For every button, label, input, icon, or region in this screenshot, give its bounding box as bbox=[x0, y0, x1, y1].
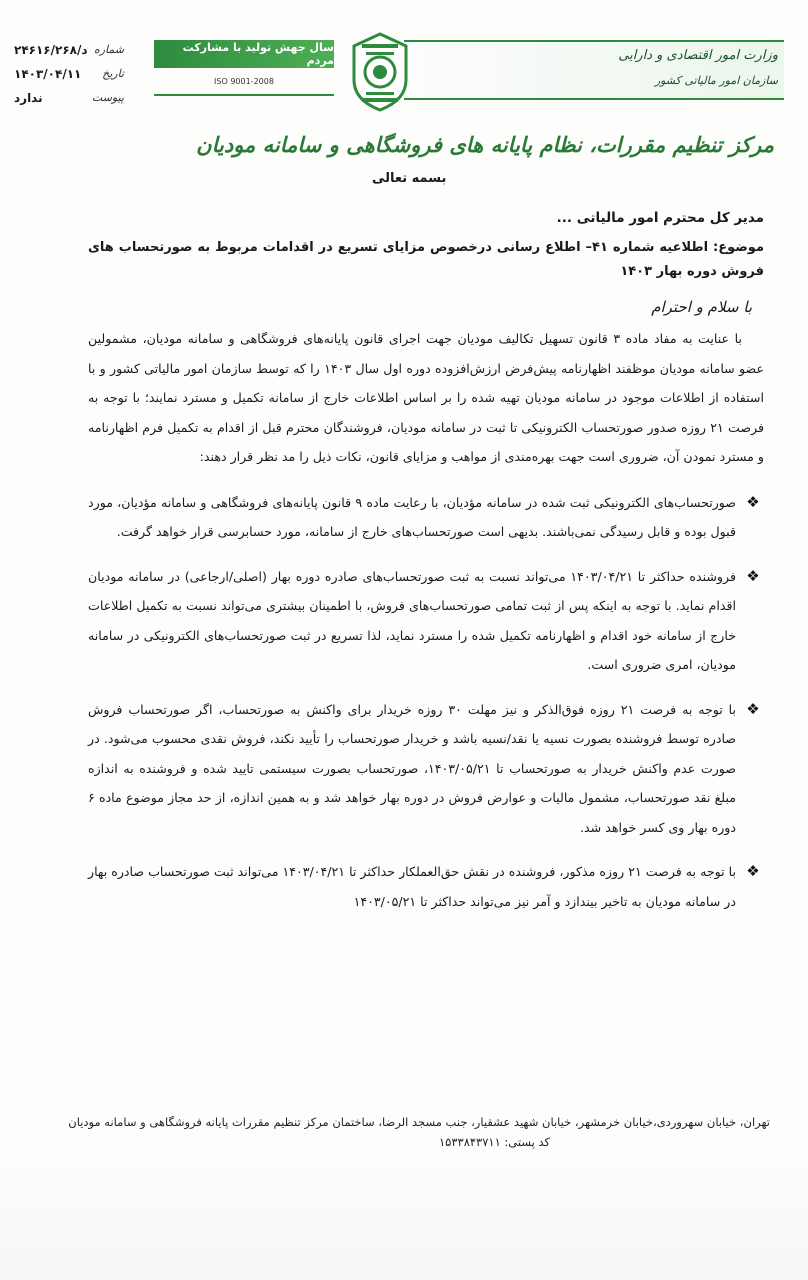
letter-attachment-row bbox=[14, 86, 124, 110]
ministry-name: وزارت امور اقتصادی و دارایی bbox=[618, 48, 778, 63]
ministry-block bbox=[404, 40, 784, 100]
bullet-text: با توجه به فرصت ۲۱ روزه فوق‌الذکر و نیز مهلت ۳۰ روزه خریدار برای واکنش به صورتحساب، اگر صورتحساب فروش صادره توسط فروشنده بصورت نسیه یا نقد/نسیه باشد و خریدار صورتحساب را تأیید نکند، فروش نقدی محسوب می‌شود. در صورت عدم واکنش خریدار به صورتحساب تا ۱۴۰۳/۰۵/۲۱، صورتحساب بصورت سیستمی تایید شده و فروشنده به اندازه مبلغ نقد صورتحساب، مشمول مالیات و عوارض فروش در دوره بهار خواهد شد و به همین اندازه، از حد مجاز موضوع ماده ۶ دوره بهار وی کسر خواهد شد. bbox=[88, 701, 737, 835]
letter-date-row bbox=[14, 62, 124, 86]
footer-postal-code: کد پستی: ۱۵۳۳۸۴۳۷۱۱ bbox=[439, 1135, 550, 1149]
basmala: بسمه تعالی bbox=[372, 171, 447, 186]
iso-label: ISO 9001-2008 bbox=[154, 68, 334, 96]
letterhead-banner bbox=[154, 40, 784, 98]
bullet-text: با توجه به فرصت ۲۱ روزه مذکور، فروشنده در نقش حق‌العملکار حداکثر تا ۱۴۰۳/۰۴/۲۱ می‌تواند ثبت صورتحساب صادره بهار در سامانه مودیان به تاخیر بیندازد و آمر نیز می‌تواند حداکثر تا ۱۴۰۳/۰۵/۲۱ bbox=[88, 864, 736, 909]
letter-number: د/۲۴۶۱۶/۲۶۸ bbox=[14, 43, 88, 57]
letter-footer bbox=[44, 1112, 770, 1152]
letter-date: ۱۴۰۳/۰۴/۱۱ bbox=[14, 67, 82, 81]
list-item bbox=[88, 562, 764, 680]
list-item bbox=[88, 857, 764, 916]
bullet-text: فروشنده حداکثر تا ۱۴۰۳/۰۴/۲۱ می‌تواند نسبت به ثبت صورتحساب‌های صادره دوره بهار (اصلی/ارجاعی) در سامانه مودیان اقدام نماید. با توجه به اینکه پس از ثبت تمامی صورتحساب‌های فروش، با اطمینان بیشتری می‌تواند نسبت به تکمیل اطلاعات خارج از سامانه خود اقدام و اظهارنامه تکمیل شده را مسترد نماید، لذا تسریع در ثبت صورتحساب‌های الکترونیکی در سامانه مودیان، امری ضروری است. bbox=[88, 568, 736, 672]
letter-body bbox=[88, 206, 764, 931]
organization-name: سازمان امور مالیاتی کشور bbox=[654, 74, 778, 87]
greeting: با سلام و احترام bbox=[651, 298, 752, 316]
tax-organization-emblem-icon bbox=[350, 30, 410, 114]
list-item bbox=[88, 488, 764, 547]
diamond-bullet-icon: ❖ bbox=[746, 699, 760, 718]
intro-paragraph: با عنایت به مفاد ماده ۳ قانون تسهیل تکالیف مودیان جهت اجرای قانون پایانه‌های فروشگاهی و سامانه مودیان، مشمولین عضو سامانه مودیان موظفند اظهارنامه پیش‌فرض ارزش‌افزوده دوره اول سال ۱۴۰۳ را که توسط سازمان امور مالیاتی کشور و با استفاده از اطلاعات موجود در سامانه مودیان تهیه شده را بر اساس اطلاعات خارج از سامانه تکمیل و مسترد نمایند؛ با توجه به فرصت ۲۱ روزه صدور صورتحساب الکترونیکی تا ثبت در سامانه مودیان، فروشندگان محترم قبل از اقدام به تکمیل فرم اظهارنامه و مسترد نمودن آن، ضروری است جهت بهره‌مندی از مواهب و مزایای قانون، نکات ذیل را مد نظر قرار دهند: bbox=[88, 331, 764, 464]
letter-number-label: شماره bbox=[93, 43, 124, 56]
addressee: مدیر کل محترم امور مالیاتی ... bbox=[556, 210, 764, 226]
center-title: مرکز تنظیم مقررات، نظام پایانه های فروشگاهی و سامانه مودیان bbox=[196, 132, 774, 157]
letter-attachment-label: پیوست bbox=[91, 91, 124, 104]
letter-meta bbox=[14, 38, 124, 110]
diamond-bullet-icon: ❖ bbox=[746, 862, 760, 880]
slogan-bar: سال جهش تولید با مشارکت مردم bbox=[154, 40, 334, 68]
letter-header bbox=[0, 0, 808, 210]
bullet-list bbox=[88, 488, 764, 917]
list-item bbox=[88, 695, 764, 843]
footer-address: تهران، خیابان سهروردی،خیابان خرمشهر، خیابان شهید عشقیار، جنب مسجد الرضا، ساختمان مرکز تنظیم مقررات پایانه فروشگاهی و سامانه مودیان bbox=[68, 1115, 770, 1129]
bullet-text: صورتحساب‌های الکترونیکی ثبت شده در سامانه مؤدیان، با رعایت ماده ۹ قانون پایانه‌های فروشگاهی و سامانه مؤدیان، مورد قبول بوده و قابل رسیدگی نمی‌باشند. بدیهی است صورتحساب‌های خارج از سامانه، مورد حسابرسی قرار خواهد گرفت. bbox=[88, 494, 736, 539]
letter-attachment: ندارد bbox=[14, 91, 43, 105]
letter-number-row bbox=[14, 38, 124, 62]
subject-line: موضوع: اطلاعیه شماره ۴۱– اطلاع رسانی درخصوص مزایای تسریع در اقدامات مربوط به صورتحساب های فروش دوره بهار ۱۴۰۳ bbox=[88, 240, 764, 279]
diamond-bullet-icon: ❖ bbox=[746, 492, 760, 511]
diamond-bullet-icon: ❖ bbox=[746, 566, 760, 585]
letter-date-label: تاریخ bbox=[102, 67, 124, 80]
page-bottom-shade bbox=[0, 1160, 808, 1280]
